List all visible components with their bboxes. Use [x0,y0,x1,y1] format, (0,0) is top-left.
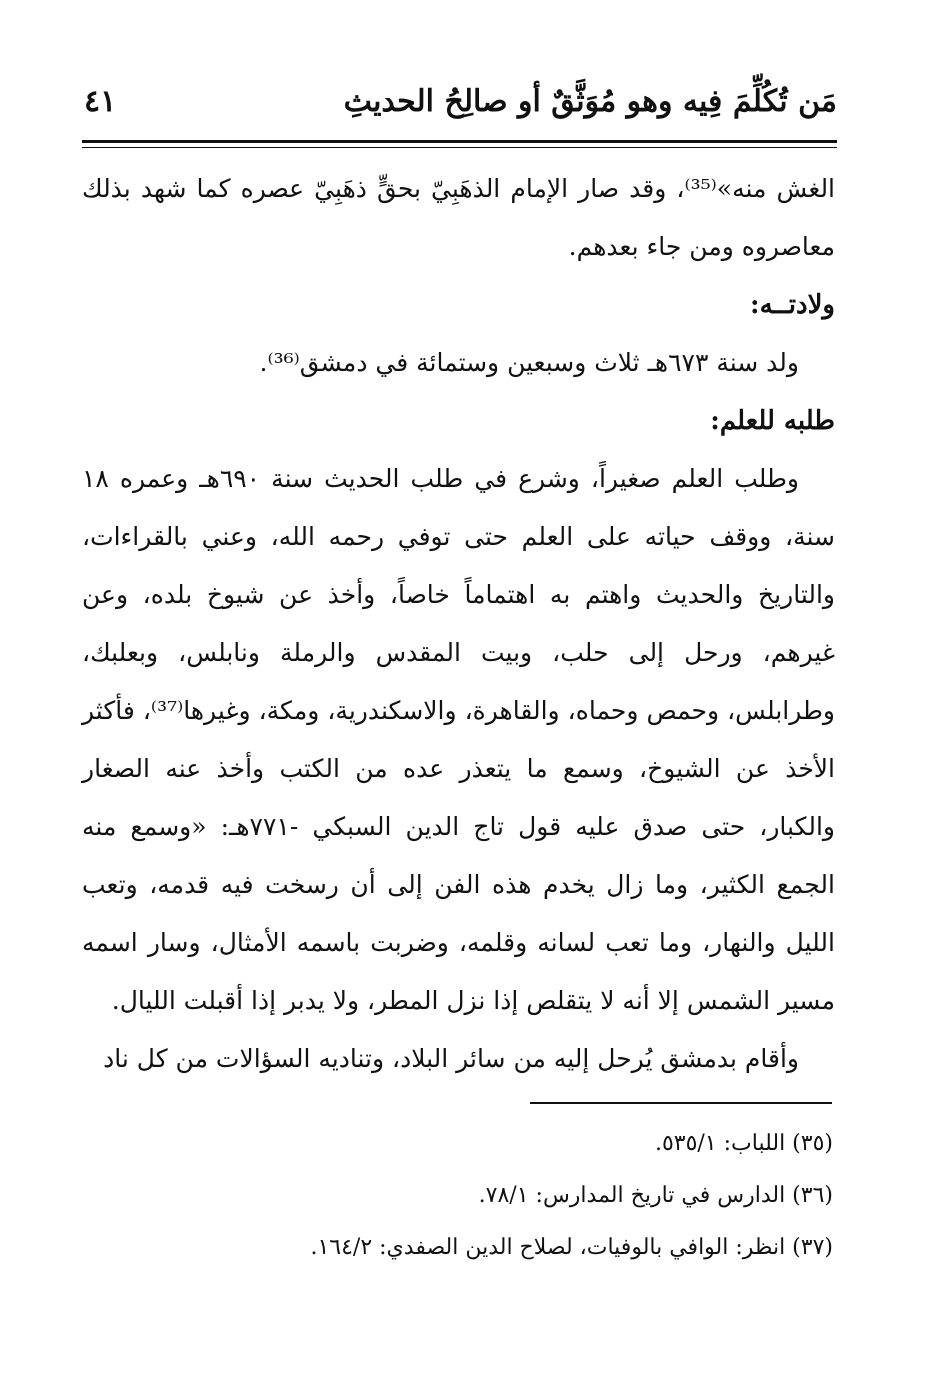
paragraph-residence: وأقام بدمشق يُرحل إليه من سائر البلاد، وتناديه السؤالات من كل ناد [103,1044,799,1073]
page-header [82,78,837,138]
body-text [82,160,835,1088]
footnote-37: (٣٧) انظر: الوافي بالوفيات، لصلاح الدين الصفدي: ١٦٤/٢. [310,1235,833,1260]
footnote-36: (٣٦) الدارس في تاريخ المدارس: ٧٨/١. [478,1183,833,1208]
paragraph-opening: الغش منه»⁽³⁵⁾، وقد صار الإمام الذهَبِيّ بحقٍّ ذهَبِيّ عصره كما شهد بذلك معاصروه ومن جاء بعدهم. [82,174,836,261]
footnotes [82,1118,833,1274]
footnote-35: (٣٥) اللباب: ٥٣٥/١. [654,1131,833,1156]
paragraph-birth: ولد سنة ٦٧٣هـ ثلاث وسبعين وستمائة في دمشق⁽³⁶⁾. [259,348,799,377]
running-title: مَن تُكُلِّمَ فِيه وهو مُوَثَّقٌ أو صالِحُ الحديثِ [343,84,837,119]
header-rule-thin [82,147,837,148]
paragraph-study: وطلب العلم صغيراً، وشرع في طلب الحديث سنة ٦٩٠هـ وعمره ١٨ سنة، ووقف حياته على العلم حتى توفي رحمه الله، وعني بالقراءات، والتاريخ والحديث واهتم به اهتماماً خاصاً، وأخذ عن شيوخ بلده، وعن غيرهم، ورحل إلى حلب، وبيت المقدس والرملة ونابلس، وبعلبك، وطرابلس، وحمص وحماه، والقاهرة، والاسكندرية، ومكة، وغيرها⁽³⁷⁾، فأكثر الأخذ عن الشيوخ، وسمع ما يتعذر عده من الكتب وأخذ عنه الصغار والكبار، حتى صدق عليه قول تاج الدين السبكي -٧٧١هـ: «وسمع منه الجمع الكثير، وما زال يخدم هذه الفن إلى أن رسخت فيه قدمه، وتعب الليل والنهار، وما تعب لسانه وقلمه، وضربت باسمه الأمثال، وسار اسمه مسير الشمس إلا أنه لا يتقلص إذا نزل المطر، ولا يدبر إذا أقبلت الليال. [82,464,835,1015]
footnote-separator [530,1102,832,1104]
section-heading-study: طلبه للعلم: [710,406,835,436]
header-rule-thick [82,140,837,143]
section-heading-birth: ولادتــه: [750,290,835,320]
page-number: ٤١ [84,84,117,119]
